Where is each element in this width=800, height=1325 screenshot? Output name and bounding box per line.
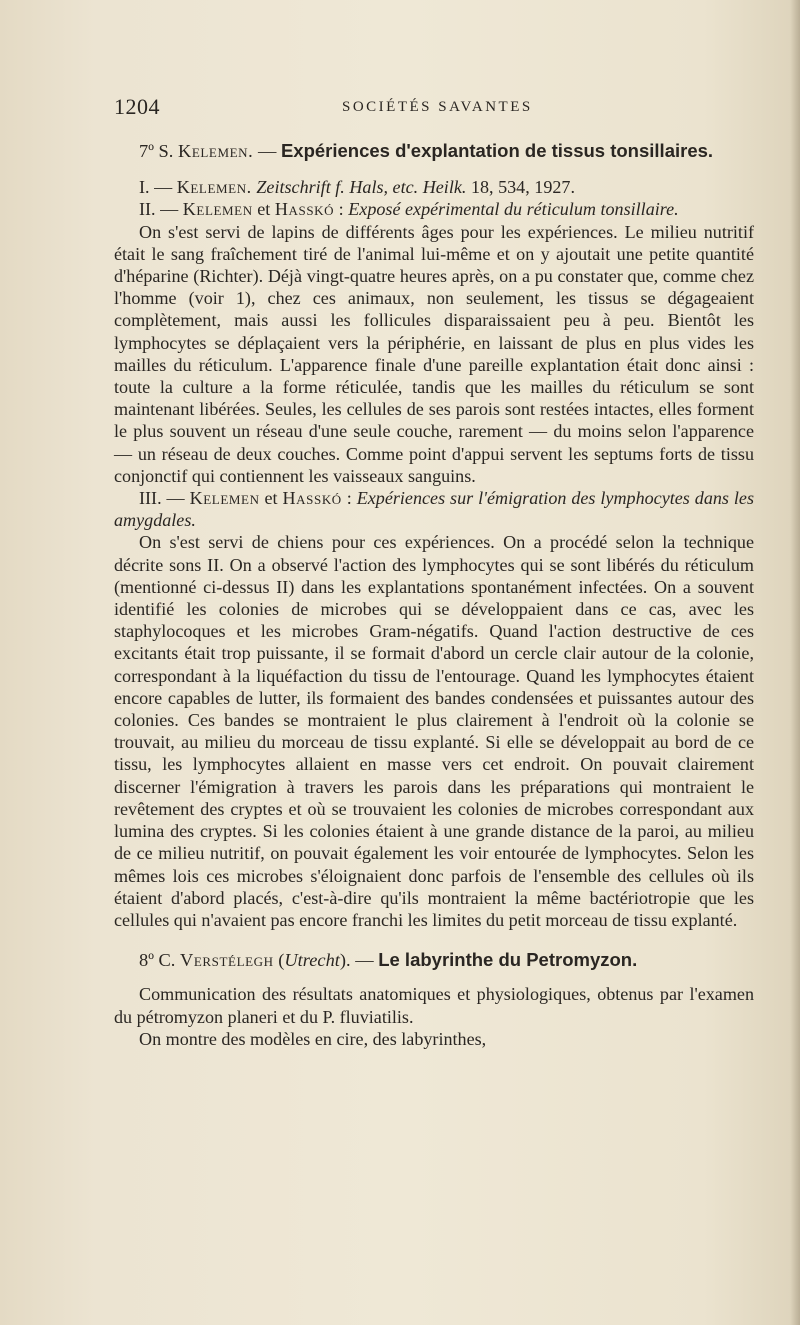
section-7-author: Kelemen. [177,141,254,161]
reference-2-and: et [257,199,271,220]
section-8-author: Verstélegh [179,950,274,971]
reference-1-authors: Kelemen. [176,177,252,198]
reference-3-prefix: III. — [139,488,185,509]
reference-3-and: et [264,488,278,509]
section-8-paragraph-1: Communication des résultats anatomiques et physiologiques, obtenus par l'examen du pétromyzon planeri et du P. fluviatilis. [114,984,754,1027]
reference-1-citation: 18, 534, 1927. [470,177,575,198]
reference-1 [114,176,754,198]
page-edge-shadow [790,0,800,1325]
page-number: 1204 [114,94,160,119]
reference-2-colon: : [338,199,344,220]
section-7-paragraph-1: On s'est servi de lapins de différents âges pour les expériences. Le milieu nutritif était le sang fraîchement tiré de l'animal lui-même et on y ajoutait une petite quantité d'héparine (Richter). Déjà vingt-quatre heures après, on a pu constater que, comme chez l'homme (voir 1), chez ces animaux, non seulement, les tissus se dégageaient complètement, mais aussi les follicules disparaissaient peu à peu. Bientôt les lymphocytes se déplaçaient vers la périphérie, en laissant de plus en plus vides les mailles du réticulum. L'apparence finale d'une pareille explantation était donc ainsi : toute la culture a la forme réticulée, tandis que les mailles du réticulum se sont maintenant libérées. Seules, les cellules de ses parois sont restées intactes, elles forment le plus souvent un réseau d'une seule couche, rarement — du moins selon l'apparence — un réseau de deux couches. Comme point d'appui servent les septums forts de tissu conjonctif qui contiennent les vaisseaux sanguins. [114,221,754,486]
running-head: SOCIÉTÉS SAVANTES [342,99,533,115]
reference-2 [114,198,754,220]
reference-2-author-a: Kelemen [182,199,253,220]
section-8-number: 8º C. [139,950,176,971]
reference-3-colon: : [346,488,352,509]
heading-dash: — [257,141,277,161]
section-7-heading [114,140,754,162]
section-7-title: Expériences d'explantation de tissus tonsillaires. [280,140,714,161]
page-header [114,94,754,124]
reference-3-author-b: Hasskó [282,488,342,509]
section-8-dash: — [355,950,374,971]
section-8-paragraph-2: On montre des modèles en cire, des labyrinthes, [139,1028,487,1049]
section-8-title: Le labyrinthe du Petromyzon. [378,949,638,971]
section-8-city: Utrecht [284,950,340,971]
reference-2-title: Exposé expérimental du réticulum tonsillaire. [348,199,679,220]
reference-3 [114,487,754,531]
section-7-number: 7º S. [139,141,174,161]
section-7-paragraph-2: On s'est servi de chiens pour ces expériences. On a procédé selon la technique décrite sons II. On a observé l'action des lymphocytes qui se sont libérés du réticulum (mentionné ci-dessus II) dans les explantations spontanément infectées. On a souvent identifié les colonies de microbes qui se développaient dans ce cas, avec les staphylocoques et les microbes Gram-négatifs. Quand l'action destructive de ces excitants était trop puissante, il se formait d'abord un cercle clair autour de la colonie, correspondant à la liquéfaction du tissu de l'entourage. Quand les lymphocytes étaient encore capables de lutter, ils formaient des bandes condensées et puissantes autour des colonies. Ces bandes se montraient le plus clairement à l'endroit où la colonie se trouvait, au milieu du morceau de tissu explanté. Si elle se développait au bord de ce tissu, les lymphocytes allaient en masse vers cet endroit. On pouvait clairement discerner l'émigration à travers les parois dans les préparations qui montraient le revêtement des cryptes et où se trouvaient les colonies de microbes correspondant aux lumina des cryptes. Si les colonies étaient à une grande distance de la paroi, au milieu de ce milieu nutritif, on pouvait également les voir entourée de lymphocytes. Selon les mêmes lois ces microbes s'éloignaient donc parfois de l'ensemble des cellules où ils étaient d'abord placés, c'est-à-dire qu'ils montraient la même bactériotropie que les cellules qui n'avaient pas encore franchi les limites du petit morceau de tissu explanté. [114,532,754,930]
reference-2-author-b: Hasskó [274,199,335,220]
text-column [114,140,754,1050]
reference-3-author-a: Kelemen [189,488,260,509]
reference-1-prefix: I. — [139,177,173,198]
reference-3-title: Expériences sur l'émigration des lymphocytes dans les amygdales. [114,488,754,531]
reference-1-journal: Zeitschrift f. Hals, etc. Heilk. [256,177,467,198]
reference-2-prefix: II. — [139,199,179,220]
section-8-heading: 8º C. Verstélegh (Utrecht). — Le labyrinthe du Petromyzon. [139,949,638,971]
